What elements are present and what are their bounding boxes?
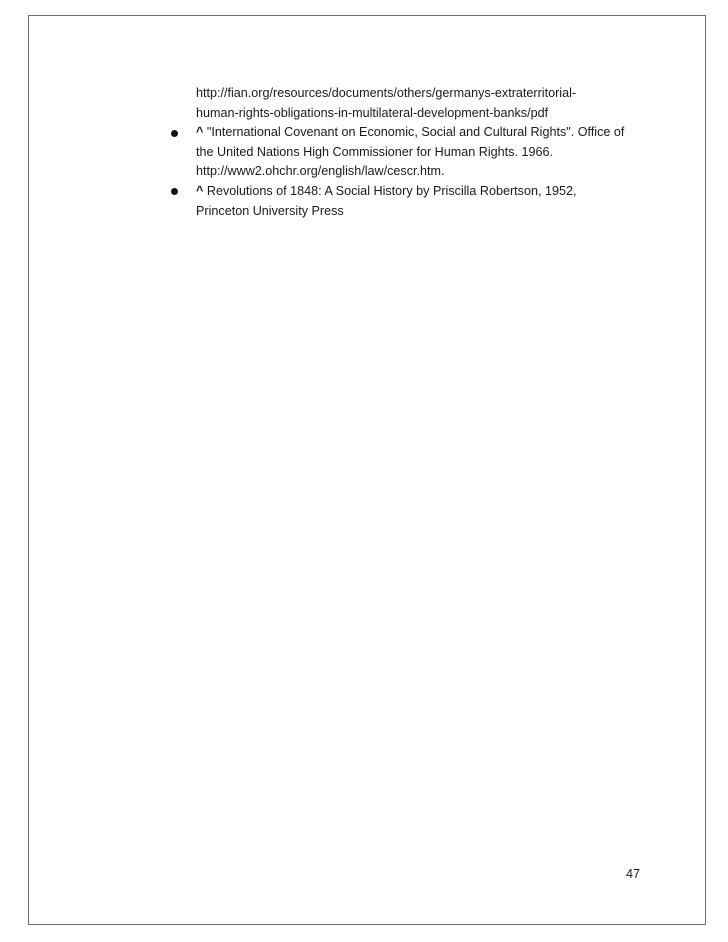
reference-item (196, 123, 666, 182)
references-list (196, 84, 666, 221)
caret-marker: ^ (196, 125, 204, 140)
reference-line: the United Nations High Commissioner for Human Rights. 1966. (196, 144, 553, 159)
page-number: 47 (626, 867, 641, 881)
reference-text: "International Covenant on Economic, Social and Cultural Rights". Office of (203, 125, 625, 140)
caret-marker: ^ (196, 183, 204, 198)
reference-text: Revolutions of 1848: A Social History by Priscilla Robertson, 1952, (203, 183, 577, 198)
reference-line (196, 123, 666, 143)
bullet-icon (171, 130, 178, 137)
reference-continuation-line: human-rights-obligations-in-multilateral-development-banks/pdf (196, 105, 549, 120)
reference-line: http://www2.ohchr.org/english/law/cescr.htm. (196, 164, 445, 179)
reference-line: Princeton University Press (196, 203, 344, 218)
reference-line (196, 182, 666, 202)
reference-continuation-line: http://fian.org/resources/documents/others/germanys-extraterritorial- (196, 86, 577, 100)
reference-item (196, 182, 666, 221)
